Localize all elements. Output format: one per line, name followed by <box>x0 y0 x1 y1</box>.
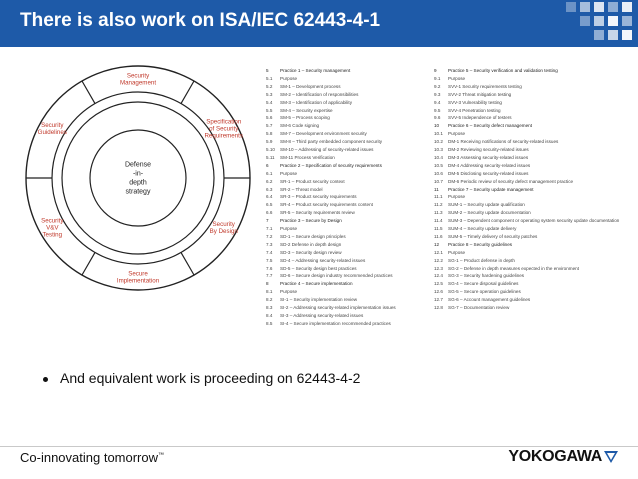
toc-entry <box>266 123 446 129</box>
toc-entry-text: SM-3 – Identification of applicability <box>280 99 353 105</box>
toc-entry-number: 7.6 <box>266 265 273 271</box>
diagram-center-label-line: depth <box>129 179 147 187</box>
toc-entry-number: 6.3 <box>266 186 273 192</box>
toc-entry-number: 5.8 <box>266 131 273 137</box>
toc-entry-text: SM-2 – Identification of responsibilities <box>280 91 359 97</box>
toc-entry <box>266 321 446 327</box>
toc-entry-text: SUM-4 – Security update delivery <box>448 226 517 231</box>
toc-entry <box>266 155 446 161</box>
toc-entry-text: DM-2 Reviewing security-related issues <box>448 147 529 152</box>
toc-entry-text: SM-8 – Third party embedded component security <box>280 139 383 145</box>
toc-entry-number: 11.2 <box>434 202 443 208</box>
toc-entry-number: 9.3 <box>434 91 441 97</box>
toc-entry <box>266 115 446 121</box>
toc-entry-number: 7 <box>266 218 269 224</box>
toc-entry <box>434 147 626 153</box>
diagram-center-label <box>125 162 151 196</box>
toc-entry <box>434 202 626 208</box>
toc-entry <box>266 76 446 82</box>
toc-entry-text: SD-4 – Addressing security-related issues <box>280 257 366 263</box>
toc-entry-text: Practice 4 – Secure implementation <box>280 281 353 287</box>
toc-entry <box>434 155 626 161</box>
toc-entry-text: Practice 7 – Security update management <box>448 186 534 192</box>
toc-entry <box>266 218 446 224</box>
diagram-segment-label-line: Specification <box>206 118 242 126</box>
diagram-segment-label-line: Management <box>119 79 157 87</box>
toc-entry <box>266 163 446 169</box>
toc-entry <box>266 210 446 216</box>
toc-entry-number: 9.1 <box>434 75 441 81</box>
toc-entry <box>266 273 446 279</box>
toc-entry <box>434 131 626 137</box>
toc-entry <box>434 226 626 232</box>
toc-entry-text: DM-1 Receiving notifications of security-related issues <box>448 139 559 145</box>
bullet-item <box>43 370 360 386</box>
diagram-segment-label-line: Secure <box>128 270 148 278</box>
toc-entry-number: 12.8 <box>434 305 443 310</box>
toc-entry <box>434 163 626 169</box>
toc-entry-text: SI-4 – Secure implementation recommended practices <box>280 320 391 326</box>
toc-entry-number: 7.4 <box>266 249 273 255</box>
toc-entry <box>434 242 626 248</box>
toc-entry-text: Purpose <box>448 75 466 81</box>
defense-in-depth-diagram <box>22 62 254 294</box>
toc-entry-text: SD-1 – Secure design principles <box>280 233 346 239</box>
diagram-segment-label-line: Security <box>41 122 64 129</box>
toc-entry-text: SI-2 – Addressing security-related implementation issues <box>280 305 396 310</box>
diagram-center-label-line: Defense <box>124 161 152 169</box>
toc-entry <box>434 115 626 121</box>
toc-entry <box>266 108 446 114</box>
toc-entry-number: 11.1 <box>434 194 443 200</box>
toc-entry-number: 7.3 <box>266 241 273 247</box>
toc-entry <box>266 68 446 74</box>
toc-entry-number: 5.6 <box>266 115 273 121</box>
toc-entry-text: SUM-3 – Dependent component or operating system security update documentation <box>448 218 620 224</box>
toc-entry-text: SM-7 – Development environment security <box>280 131 367 137</box>
brand-logo-text: YOKOGAWA <box>508 448 602 465</box>
toc-entry-text: SR-1 – Product security context <box>280 178 345 184</box>
ring-divider <box>181 81 194 104</box>
toc-entry <box>434 258 626 264</box>
toc-entry-text: SR-4 – Product security requirements content <box>280 202 373 208</box>
toc-entry-number: 12.5 <box>434 281 443 287</box>
toc-entry-text: Practice 5 – Security verification and validation testing <box>448 68 558 73</box>
toc-entry-number: 7.5 <box>266 257 273 263</box>
toc-entry-number: 5.2 <box>266 83 273 89</box>
toc-entry <box>266 313 446 319</box>
toc-entry <box>434 139 626 145</box>
toc-entry-text: Purpose <box>448 194 466 200</box>
toc-entry-number: 5.3 <box>266 91 273 97</box>
toc-entry-text: DM-3 Assessing security-related issues <box>448 154 529 160</box>
toc-entry <box>266 289 446 295</box>
toc-entry <box>434 234 626 240</box>
diagram-segment-label <box>38 122 67 136</box>
toc-entry-number: 11.4 <box>434 218 443 224</box>
footer-divider <box>0 446 638 447</box>
toc-entry-number: 10.3 <box>434 147 443 152</box>
toc-entry <box>266 242 446 248</box>
toc-entry <box>434 84 626 90</box>
toc-entry-number: 10.6 <box>434 170 443 176</box>
ring-divider <box>82 81 95 104</box>
toc-entry-text: SG-2 – Defense in depth measures expected in the environment <box>448 265 579 271</box>
toc-entry <box>434 281 626 287</box>
slide-title: There is also work on ISA/IEC 62443-4-1 <box>20 10 381 31</box>
diagram-segment-label <box>120 73 156 87</box>
toc-entry <box>266 258 446 264</box>
toc-entry <box>434 171 626 177</box>
toc-entry-text: SM-5 – Process scoping <box>280 115 330 121</box>
toc-entry-text: SD-6 – Secure design industry recommended practices <box>280 273 393 279</box>
toc-entry-text: SVV-1 Security requirements testing <box>448 83 522 89</box>
toc-entry <box>434 250 626 256</box>
toc-entry <box>434 92 626 98</box>
toc-entry-number: 12.6 <box>434 289 443 295</box>
toc-entry-number: 9.4 <box>434 99 441 105</box>
toc-entry-number: 5.1 <box>266 75 273 81</box>
toc-entry-text: SG-5 – Secure operation guidelines <box>448 289 521 295</box>
toc-entry-number: 10.1 <box>434 131 443 137</box>
diagram-segment-label-line: Implementation <box>116 277 160 285</box>
header-decoration <box>558 0 638 47</box>
toc-entry <box>434 297 626 303</box>
diagram-segment-label <box>41 218 64 239</box>
toc-entry-number: 12 <box>434 241 440 247</box>
toc-entry-text: Practice 2 – Specification of security requirements <box>280 162 382 168</box>
toc-entry-number: 12.4 <box>434 273 443 279</box>
toc-entry-text: Practice 6 – Security defect management <box>448 123 533 129</box>
toc-entry <box>266 266 446 272</box>
toc-entry-text: SD-3 – Security design review <box>280 249 342 255</box>
toc-entry <box>266 250 446 256</box>
diagram-center-label-line: strategy <box>125 188 151 196</box>
toc-entry-number: 6.4 <box>266 194 273 200</box>
diagram-segment-label-line: Requirements <box>204 132 244 140</box>
toc-entry-text: SM-4 – Security expertise <box>280 107 333 113</box>
ring-divider <box>82 252 95 275</box>
toc-entry-text: SM-11 Process Verification <box>280 154 335 160</box>
table-of-contents <box>266 68 626 330</box>
toc-entry <box>434 266 626 272</box>
toc-entry <box>266 187 446 193</box>
trademark-mark: ™ <box>158 452 165 459</box>
toc-entry-number: 7.7 <box>266 273 273 279</box>
toc-entry-number: 12.7 <box>434 297 443 303</box>
toc-entry <box>266 92 446 98</box>
bullet-icon <box>43 377 48 382</box>
toc-entry <box>266 234 446 240</box>
toc-entry-text: DM-4 Addressing security-related issues <box>448 162 531 168</box>
toc-entry-number: 5.5 <box>266 107 273 113</box>
toc-entry-number: 6.1 <box>266 170 273 176</box>
toc-entry-text: SI-3 – Addressing security-related issues <box>280 312 364 318</box>
diagram-segment-label-line: Security <box>212 221 235 228</box>
toc-entry-number: 11.3 <box>434 210 443 216</box>
toc-entry-number: 7.2 <box>266 233 273 239</box>
diagram-segment-label <box>117 271 160 285</box>
toc-entry-text: SM-1 – Development process <box>280 83 341 89</box>
toc-entry-text: SI-1 – Security implementation review <box>280 297 358 303</box>
toc-entry-number: 8.1 <box>266 289 273 295</box>
toc-entry-text: SUM-5 – Timely delivery of security patches <box>448 233 538 239</box>
diagram-segment-label-line: of Security <box>209 125 239 133</box>
toc-entry-number: 10.7 <box>434 178 443 184</box>
toc-entry-text: Purpose <box>280 226 298 231</box>
diagram-segment-label <box>210 221 239 235</box>
toc-entry-text: DM-6 Periodic review of security defect management practice <box>448 178 574 184</box>
toc-entry <box>434 273 626 279</box>
toc-entry-number: 11.5 <box>434 226 443 231</box>
toc-entry-number: 10.5 <box>434 162 443 168</box>
toc-entry-number: 10.2 <box>434 139 443 145</box>
toc-entry-number: 6 <box>266 162 269 168</box>
diagram-segment-label-line: Security <box>126 72 150 80</box>
toc-entry-text: SD-2 Defense in depth design <box>280 241 342 247</box>
toc-entry <box>434 100 626 106</box>
toc-entry <box>434 210 626 216</box>
slide-header <box>0 0 638 47</box>
toc-entry <box>434 68 626 74</box>
toc-entry <box>266 131 446 137</box>
toc-entry-number: 11 <box>434 186 439 192</box>
toc-entry-number: 5 <box>266 68 269 73</box>
toc-entry-text: SR-2 – Threat model <box>280 186 323 192</box>
toc-entry-number: 8 <box>266 281 269 287</box>
toc-entry-text: SM-10 – Addressing of security-related issues <box>280 147 374 152</box>
toc-entry-text: SUM-2 – Security update documentation <box>448 210 531 216</box>
diagram-segment-label-line: V&V <box>46 224 59 232</box>
toc-entry-text: SVV-2 Threat mitigation testing <box>448 91 512 97</box>
toc-entry-text: SVV-3 Vulnerability testing <box>448 99 502 105</box>
toc-entry-number: 5.4 <box>266 99 273 105</box>
toc-entry-text: SG-6 – Account management guidelines <box>448 297 531 303</box>
toc-entry-number: 5.10 <box>266 147 275 152</box>
brand-logo-icon <box>604 450 618 464</box>
footer-tagline <box>20 450 164 465</box>
toc-entry-number: 9.2 <box>434 83 441 89</box>
toc-entry-text: Practice 8 – Security guidelines <box>448 241 513 247</box>
toc-entry-text: DM-5 Disclosing security-related issues <box>448 170 529 176</box>
toc-entry-number: 6.2 <box>266 178 273 184</box>
toc-entry-number: 9 <box>434 68 437 73</box>
toc-entry <box>266 194 446 200</box>
toc-entry-number: 12.2 <box>434 257 443 263</box>
toc-entry-text: SG-7 – Documentation review <box>448 305 510 310</box>
diagram-segment-label-line: Testing <box>42 231 63 239</box>
toc-entry-text: SD-5 – Security design best practices <box>280 265 357 271</box>
toc-entry <box>434 108 626 114</box>
toc-entry-text: SM-6 Code signing <box>280 123 320 129</box>
toc-entry-text: Practice 3 – Secure by Design <box>280 218 342 224</box>
toc-entry-number: 12.3 <box>434 265 443 271</box>
toc-entry-number: 8.4 <box>266 312 273 318</box>
toc-entry-number: 6.6 <box>266 210 273 216</box>
toc-entry-number: 8.5 <box>266 320 273 326</box>
toc-entry <box>434 187 626 193</box>
toc-entry-number: 8.3 <box>266 305 273 310</box>
toc-entry <box>266 139 446 145</box>
toc-entry-number: 11.6 <box>434 233 443 239</box>
diagram-segment-label-line: Guidelines <box>37 129 67 136</box>
tagline-text: Co-innovating tomorrow <box>20 450 159 465</box>
toc-entry-text: Purpose <box>448 131 466 137</box>
toc-entry-text: SG-4 – Secure disposal guidelines <box>448 281 519 287</box>
toc-entry <box>266 147 446 153</box>
toc-entry-number: 7.1 <box>266 226 273 231</box>
toc-entry-number: 6.5 <box>266 202 273 208</box>
toc-entry-number: 10.4 <box>434 154 443 160</box>
toc-entry-text: SVV-4 Penetration testing <box>448 107 501 113</box>
toc-entry <box>434 123 626 129</box>
toc-entry-number: 5.9 <box>266 139 273 145</box>
toc-entry <box>266 202 446 208</box>
diagram-segment-label-line: By Design <box>209 228 238 235</box>
toc-entry-number: 8.2 <box>266 297 273 303</box>
ring-divider <box>181 252 194 275</box>
toc-entry <box>434 289 626 295</box>
toc-entry <box>266 179 446 185</box>
bullet-text: And equivalent work is proceeding on 62443-4-2 <box>60 370 361 386</box>
toc-entry <box>266 281 446 287</box>
toc-entry <box>266 305 446 311</box>
toc-entry-text: SVV-5 Independence of testers <box>448 115 512 121</box>
toc-entry-number: 9.6 <box>434 115 441 121</box>
toc-entry <box>266 226 446 232</box>
toc-entry <box>266 84 446 90</box>
toc-entry <box>266 171 446 177</box>
toc-entry <box>266 100 446 106</box>
toc-entry-text: SR-3 – Product security requirements <box>280 194 357 200</box>
toc-entry-text: Purpose <box>448 249 466 255</box>
toc-entry-number: 5.11 <box>266 154 275 160</box>
toc-entry <box>434 179 626 185</box>
toc-entry-text: Purpose <box>280 75 298 81</box>
toc-entry-text: SUM-1 – Security update qualification <box>448 202 525 208</box>
toc-entry-text: Practice 1 – Security management <box>280 68 351 73</box>
toc-entry-text: Purpose <box>280 170 298 176</box>
toc-entry-number: 5.7 <box>266 123 273 129</box>
toc-entry-number: 9.5 <box>434 107 441 113</box>
toc-entry <box>434 305 626 311</box>
diagram-segment-label-line: Security <box>41 217 64 225</box>
toc-entry-text: SR-5 – Security requirements review <box>280 210 355 216</box>
diagram-center-label-line: -in- <box>132 170 144 178</box>
diagram-segment-label <box>204 119 243 140</box>
toc-entry-number: 12.1 <box>434 249 443 255</box>
toc-entry <box>434 218 626 224</box>
toc-entry-text: Purpose <box>280 289 298 295</box>
toc-entry <box>434 194 626 200</box>
toc-entry-text: SG-3 – Security hardening guidelines <box>448 273 525 279</box>
toc-entry-text: SG-1 – Product defense in depth <box>448 257 515 263</box>
toc-entry-number: 10 <box>434 123 440 129</box>
toc-entry <box>266 297 446 303</box>
toc-entry <box>434 76 626 82</box>
